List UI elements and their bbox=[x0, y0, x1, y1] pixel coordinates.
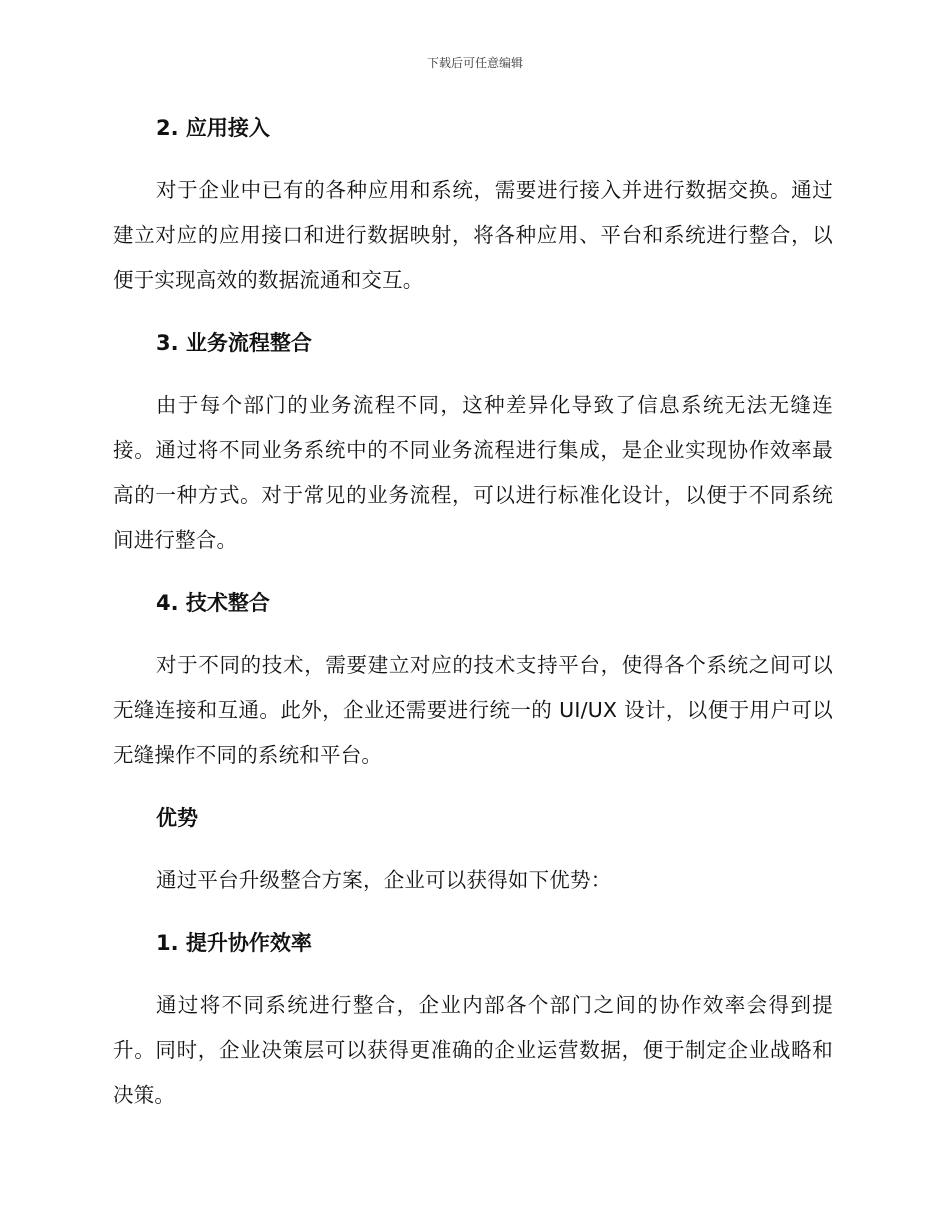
section-body-tech-integration: 对于不同的技术，需要建立对应的技术支持平台，使得各个系统之间可以无缝连接和互通。此外，企业还需要进行统一的 UI/UX 设计，以便于用户可以无缝操作不同的系统和平台。 bbox=[113, 653, 833, 767]
section-heading-advantages: 优势 bbox=[156, 806, 198, 830]
section-body-advantages: 通过平台升级整合方案，企业可以获得如下优势： bbox=[156, 868, 612, 892]
section-heading-app-access: 2. 应用接入 bbox=[156, 116, 270, 140]
page-header: 下载后可任意编辑 bbox=[426, 56, 523, 70]
section-body-app-access: 对于企业中已有的各种应用和系统，需要进行接入并进行数据交换。通过建立对应的应用接口和进行数据映射，将各种应用、平台和系统进行整合，以便于实现高效的数据流通和交互。 bbox=[113, 178, 833, 292]
section-heading-collaboration: 1. 提升协作效率 bbox=[156, 931, 312, 955]
section-body-process-integration: 由于每个部门的业务流程不同，这种差异化导致了信息系统无法无缝连接。通过将不同业务系统中的不同业务流程进行集成，是企业实现协作效率最高的一种方式。对于常见的业务流程，可以进行标准化设计，以便于不同系统间进行整合。 bbox=[113, 393, 833, 552]
section-heading-tech-integration: 4. 技术整合 bbox=[156, 591, 270, 615]
section-body-collaboration: 通过将不同系统进行整合，企业内部各个部门之间的协作效率会得到提升。同时，企业决策层可以获得更准确的企业运营数据，便于制定企业战略和决策。 bbox=[113, 993, 833, 1107]
section-heading-process-integration: 3. 业务流程整合 bbox=[156, 331, 312, 355]
document-body bbox=[113, 110, 833, 1140]
